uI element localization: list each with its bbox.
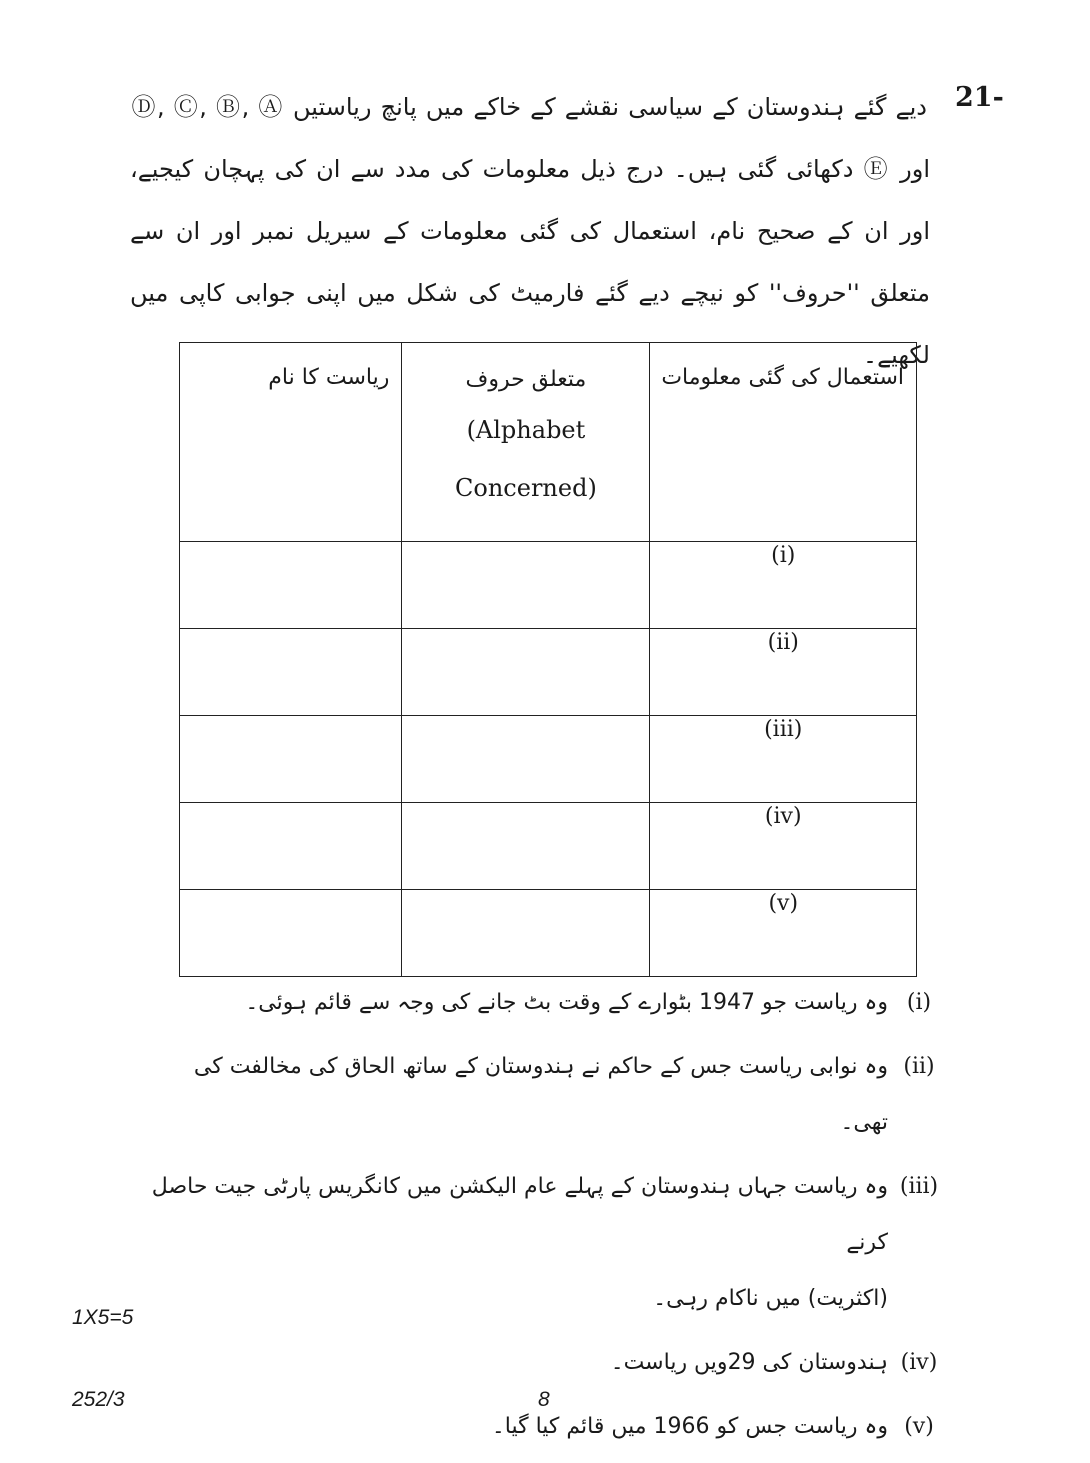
alphabet-cell: [402, 542, 650, 629]
clue-text: وہ نوابی ریاست جس کے حاکم نے ہندوستان کے ساتھ الحاق کی مخالفت کی تھی۔: [193, 1054, 888, 1135]
clue-item: [150, 1159, 950, 1327]
question-number: 21-: [955, 82, 1004, 113]
table-row: [180, 542, 917, 629]
page-number: 8: [538, 1388, 550, 1411]
clue-item: [150, 1399, 950, 1455]
table-row: [180, 716, 917, 803]
clue-text-continuation: (اکثریت) میں ناکام رہی۔: [653, 1286, 888, 1311]
clue-text: وہ ریاست جو 1947 بٹوارے کے وقت بٹ جانے کی وجہ سے قائم ہوئی۔: [245, 990, 888, 1015]
table-header-row: [180, 343, 917, 542]
question-text: دیے گئے ہندوستان کے سیاسی نقشے کے خاکے میں پانچ ریاستیں Ⓓ, Ⓒ, Ⓑ, Ⓐ اور Ⓔ دکھائی گئی ہیں۔ درج ذیل معلومات کی مدد سے ان کی پہچان کیجیے، اور ان کے صحیح نام، استعمال کی گئی معلومات کے سیریل نمبر اور ان سے متعلق ''حروف'' کو نیچے دیے گئے فارمیٹ کی شکل میں اپنی جوابی کاپی میں لکھیے۔: [130, 93, 931, 369]
alphabet-cell: [402, 629, 650, 716]
paper-code: 252/3: [72, 1388, 125, 1411]
row-number: (i): [650, 542, 917, 629]
table-row: [180, 890, 917, 977]
state-name-cell: [180, 890, 402, 977]
alphabet-cell: [402, 716, 650, 803]
clue-item: [150, 975, 950, 1031]
alphabet-cell: [402, 890, 650, 977]
header-alphabet-urdu: متعلق حروف: [465, 367, 587, 392]
clue-number: (i): [906, 990, 932, 1015]
clue-number: (iv): [900, 1350, 938, 1375]
clue-text: ہندوستان کی 29ویں ریاست۔: [610, 1350, 888, 1375]
clue-text-block: [150, 1159, 888, 1327]
row-number: (v): [650, 890, 917, 977]
clue-number: (v): [904, 1414, 934, 1439]
state-name-cell: [180, 716, 402, 803]
header-state-name: ریاست کا نام: [180, 343, 402, 542]
answer-format-table: [179, 342, 917, 977]
clue-list: [150, 975, 950, 1463]
clue-number: (iii): [899, 1174, 939, 1199]
row-number: (iii): [650, 716, 917, 803]
header-alphabet-concerned: [402, 343, 650, 542]
clue-item: [150, 1039, 950, 1151]
marks-allocation: 1X5=5: [72, 1306, 134, 1329]
alphabet-cell: [402, 803, 650, 890]
state-name-cell: [180, 542, 402, 629]
state-name-cell: [180, 803, 402, 890]
clue-number: (ii): [903, 1054, 935, 1079]
clue-item: [150, 1335, 950, 1391]
table-row: [180, 803, 917, 890]
header-alphabet-english: (Alphabet Concerned): [455, 416, 597, 502]
header-information-used: استعمال کی گئی معلومات: [650, 343, 917, 542]
state-name-cell: [180, 629, 402, 716]
row-number: (ii): [650, 629, 917, 716]
row-number: (iv): [650, 803, 917, 890]
clue-text: وہ ریاست جہاں ہندوستان کے پہلے عام الیکشن میں کانگریس پارٹی جیت حاصل کرنے: [151, 1174, 888, 1255]
clue-text: وہ ریاست جس کو 1966 میں قائم کیا گیا۔: [491, 1414, 888, 1439]
table-row: [180, 629, 917, 716]
